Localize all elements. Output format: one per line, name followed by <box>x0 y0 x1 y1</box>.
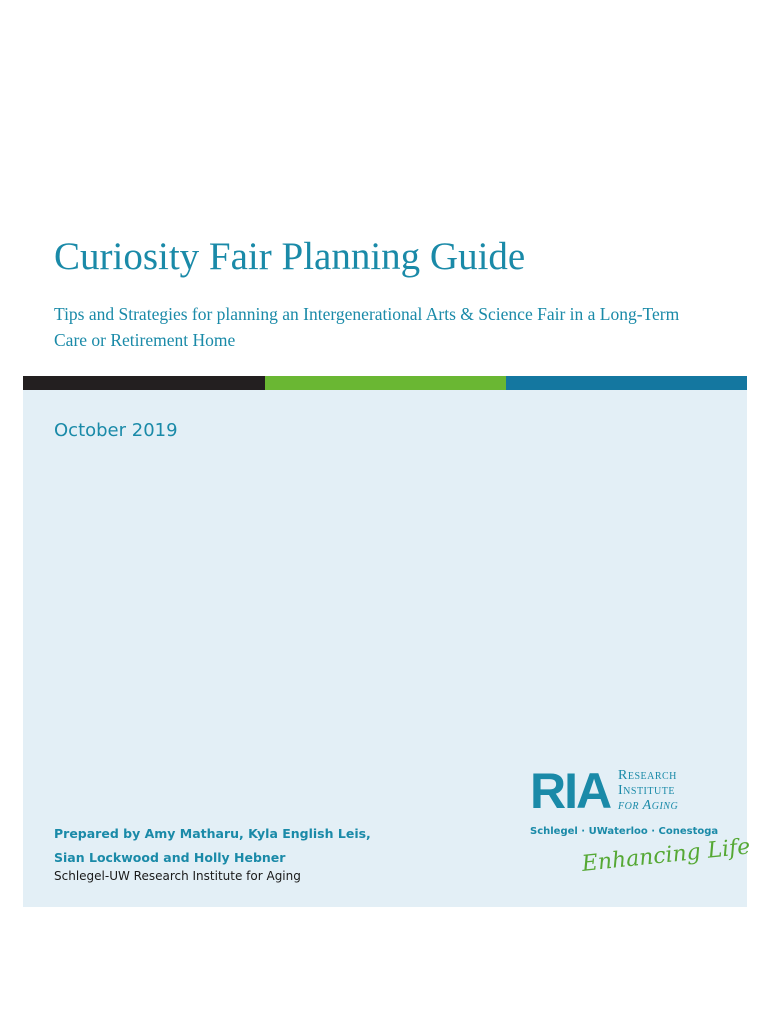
authors-line-1: Prepared by Amy Matharu, Kyla English Leis, <box>54 826 371 841</box>
document-subtitle: Tips and Strategies for planning an Intergenerational Arts & Science Fair in a Long-Term Care or Retirement Home <box>54 304 680 350</box>
ria-full-name <box>618 768 678 813</box>
ria-partners: Schlegel · UWaterloo · Conestoga <box>530 826 719 837</box>
divider-bar-green <box>265 376 506 390</box>
ria-tagline: Enhancing Life <box>580 834 752 877</box>
divider-bar-black <box>23 376 265 390</box>
divider-bar-blue <box>506 376 747 390</box>
ria-name-line-1: Research <box>618 768 677 783</box>
publication-date: October 2019 <box>54 420 178 441</box>
authors-block <box>54 822 371 870</box>
authors-line-2: Sian Lockwood and Holly Hebner <box>54 850 286 865</box>
ria-acronym: RIA <box>530 763 611 819</box>
document-title: Curiosity Fair Planning Guide <box>54 235 526 278</box>
ria-logo <box>530 763 752 896</box>
ria-name-line-2: Institute <box>618 783 675 798</box>
organization-name: Schlegel-UW Research Institute for Aging <box>54 869 301 883</box>
ria-name-line-3: for Aging <box>618 798 679 813</box>
